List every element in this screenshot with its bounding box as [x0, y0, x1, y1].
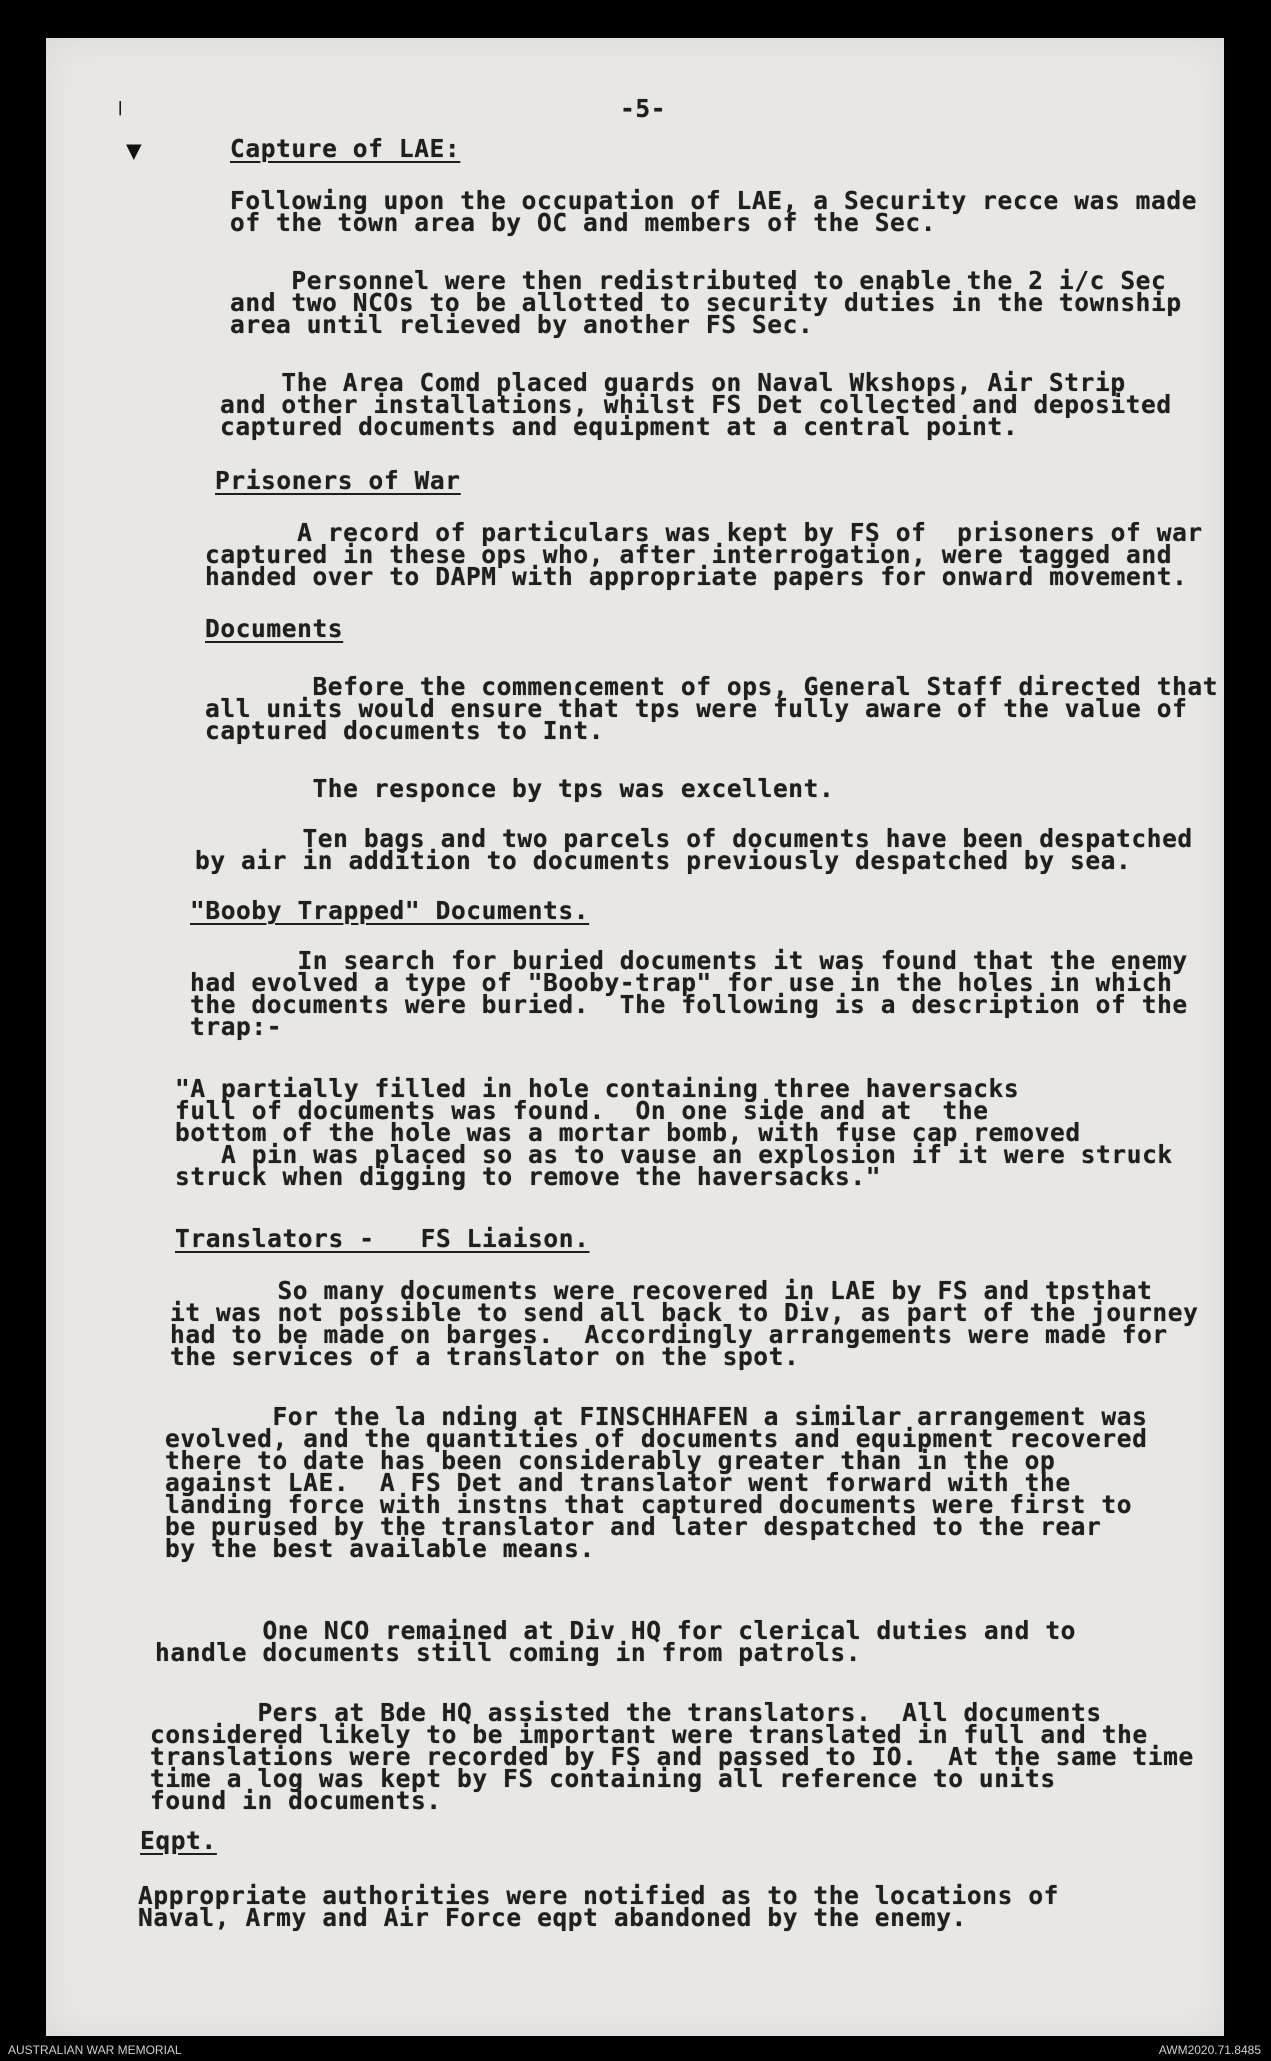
- paragraph-capture-3: [220, 368, 1172, 441]
- text-line: bottom of the hole was a mortar bomb, with fuse cap removed: [175, 1118, 1081, 1147]
- heading-capture-of-lae: Capture of LAE:: [230, 134, 461, 163]
- footer-accession-number: AWM2020.71.8485: [1158, 2043, 1261, 2057]
- text-line: considered likely to be important were translated in full and the: [150, 1720, 1148, 1749]
- text-line: handle documents still coming in from patrols.: [155, 1638, 862, 1667]
- text-line: be purused by the translator and later despatched to the rear: [165, 1512, 1102, 1541]
- text-line: it was not possible to send all back to Div, as part of the journey: [170, 1298, 1199, 1327]
- text-line: Following upon the occupation of LAE, a Security recce was made: [230, 186, 1198, 215]
- text-line: Personnel were then redistributed to enable the 2 i/c Sec: [230, 266, 1167, 295]
- heading-prisoners-of-war: Prisoners of War: [215, 466, 461, 495]
- paragraph-capture-1: [230, 186, 1198, 237]
- page-number: -5-: [620, 94, 667, 123]
- text-line: One NCO remained at Div HQ for clerical duties and to: [155, 1616, 1077, 1645]
- text-line: there to date has been considerably greater than in the op: [165, 1446, 1056, 1475]
- text-line: struck when digging to remove the haversacks.": [175, 1162, 882, 1191]
- paragraph-documents-1: [205, 672, 1219, 745]
- text-line: landing force with instns that captured documents were first to: [165, 1490, 1133, 1519]
- footer-source: AUSTRALIAN WAR MEMORIAL: [8, 2043, 182, 2057]
- paragraph-translators-4: [150, 1698, 1194, 1815]
- text-line: by air in addition to documents previously despatched by sea.: [195, 846, 1132, 875]
- text-line: against LAE. A FS Det and translator went forward with the: [165, 1468, 1071, 1497]
- text-line: trap:-: [190, 1012, 283, 1041]
- heading-booby-trapped: "Booby Trapped" Documents.: [190, 896, 590, 925]
- text-line: Before the commencement of ops, General Staff directed that: [205, 672, 1219, 701]
- text-line: A pin was placed so as to vause an explosion if it were struck: [175, 1140, 1173, 1169]
- text-line: the documents were buried. The following is a description of the: [190, 990, 1188, 1019]
- text-line: evolved, and the quantities of documents and equipment recovered: [165, 1424, 1148, 1453]
- margin-mark: |: [116, 100, 125, 116]
- text-line: time a log was kept by FS containing all reference to units: [150, 1764, 1056, 1793]
- text-line: "A partially filled in hole containing three haversacks: [175, 1074, 1020, 1103]
- text-line: captured documents to Int.: [205, 716, 605, 745]
- text-line: In search for buried documents it was found that the enemy: [190, 946, 1188, 975]
- text-line: For the la nding at FINSCHHAFEN a similar arrangement was: [165, 1402, 1148, 1431]
- text-line: Naval, Army and Air Force eqpt abandoned by the enemy.: [138, 1903, 967, 1932]
- text-line: captured documents and equipment at a central point.: [220, 412, 1019, 441]
- ink-blot: ▼: [126, 136, 142, 166]
- text-line: of the town area by OC and members of the Sec.: [230, 208, 937, 237]
- text-line: Pers at Bde HQ assisted the translators. All documents: [150, 1698, 1102, 1727]
- paragraph-booby-trap: [190, 946, 1188, 1041]
- text-line: handed over to DAPM with appropriate papers for onward movement.: [205, 562, 1188, 591]
- text-line: Appropriate authorities were notified as to the locations of: [138, 1881, 1060, 1910]
- text-line: had to be made on barges. Accordingly arrangements were made for: [170, 1320, 1168, 1349]
- text-line: by the best available means.: [165, 1534, 595, 1563]
- heading-eqpt: Eqpt.: [140, 1826, 217, 1855]
- text-line: A record of particulars was kept by FS of prisoners of war: [205, 518, 1203, 547]
- paragraph-pow: [205, 518, 1203, 591]
- text-line: and two NCOs to be allotted to security duties in the township: [230, 288, 1182, 317]
- text-line: area until relieved by another FS Sec.: [230, 310, 814, 339]
- heading-translators: Translators - FS Liaison.: [175, 1224, 590, 1253]
- paragraph-translators-3: [155, 1616, 1077, 1667]
- paragraph-documents-2: The responce by tps was excellent.: [205, 774, 835, 803]
- heading-documents: Documents: [205, 614, 344, 643]
- text-line: So many documents were recovered in LAE by FS and tpsthat: [170, 1276, 1153, 1305]
- text-line: the services of a translator on the spot.: [170, 1342, 800, 1371]
- paragraph-eqpt: [138, 1881, 1060, 1932]
- paragraph-translators-1: [170, 1276, 1199, 1371]
- text-line: full of documents was found. On one side and at the: [175, 1096, 989, 1125]
- text-line: translations were recorded by FS and passed to IO. At the same time: [150, 1742, 1194, 1771]
- text-line: Ten bags and two parcels of documents have been despatched: [195, 824, 1193, 853]
- text-line: all units would ensure that tps were fully aware of the value of: [205, 694, 1188, 723]
- text-line: and other installations, whilst FS Det collected and deposited: [220, 390, 1172, 419]
- paragraph-capture-2: [230, 266, 1182, 339]
- paragraph-translators-2: [165, 1402, 1148, 1563]
- text-line: captured in these ops who, after interrogation, were tagged and: [205, 540, 1173, 569]
- text-line: had evolved a type of "Booby-trap" for use in the holes in which: [190, 968, 1173, 997]
- text-line: found in documents.: [150, 1786, 442, 1815]
- paragraph-documents-3: [195, 824, 1193, 875]
- quote-booby-trap: [175, 1074, 1173, 1191]
- text-line: The Area Comd placed guards on Naval Wkshops, Air Strip: [220, 368, 1126, 397]
